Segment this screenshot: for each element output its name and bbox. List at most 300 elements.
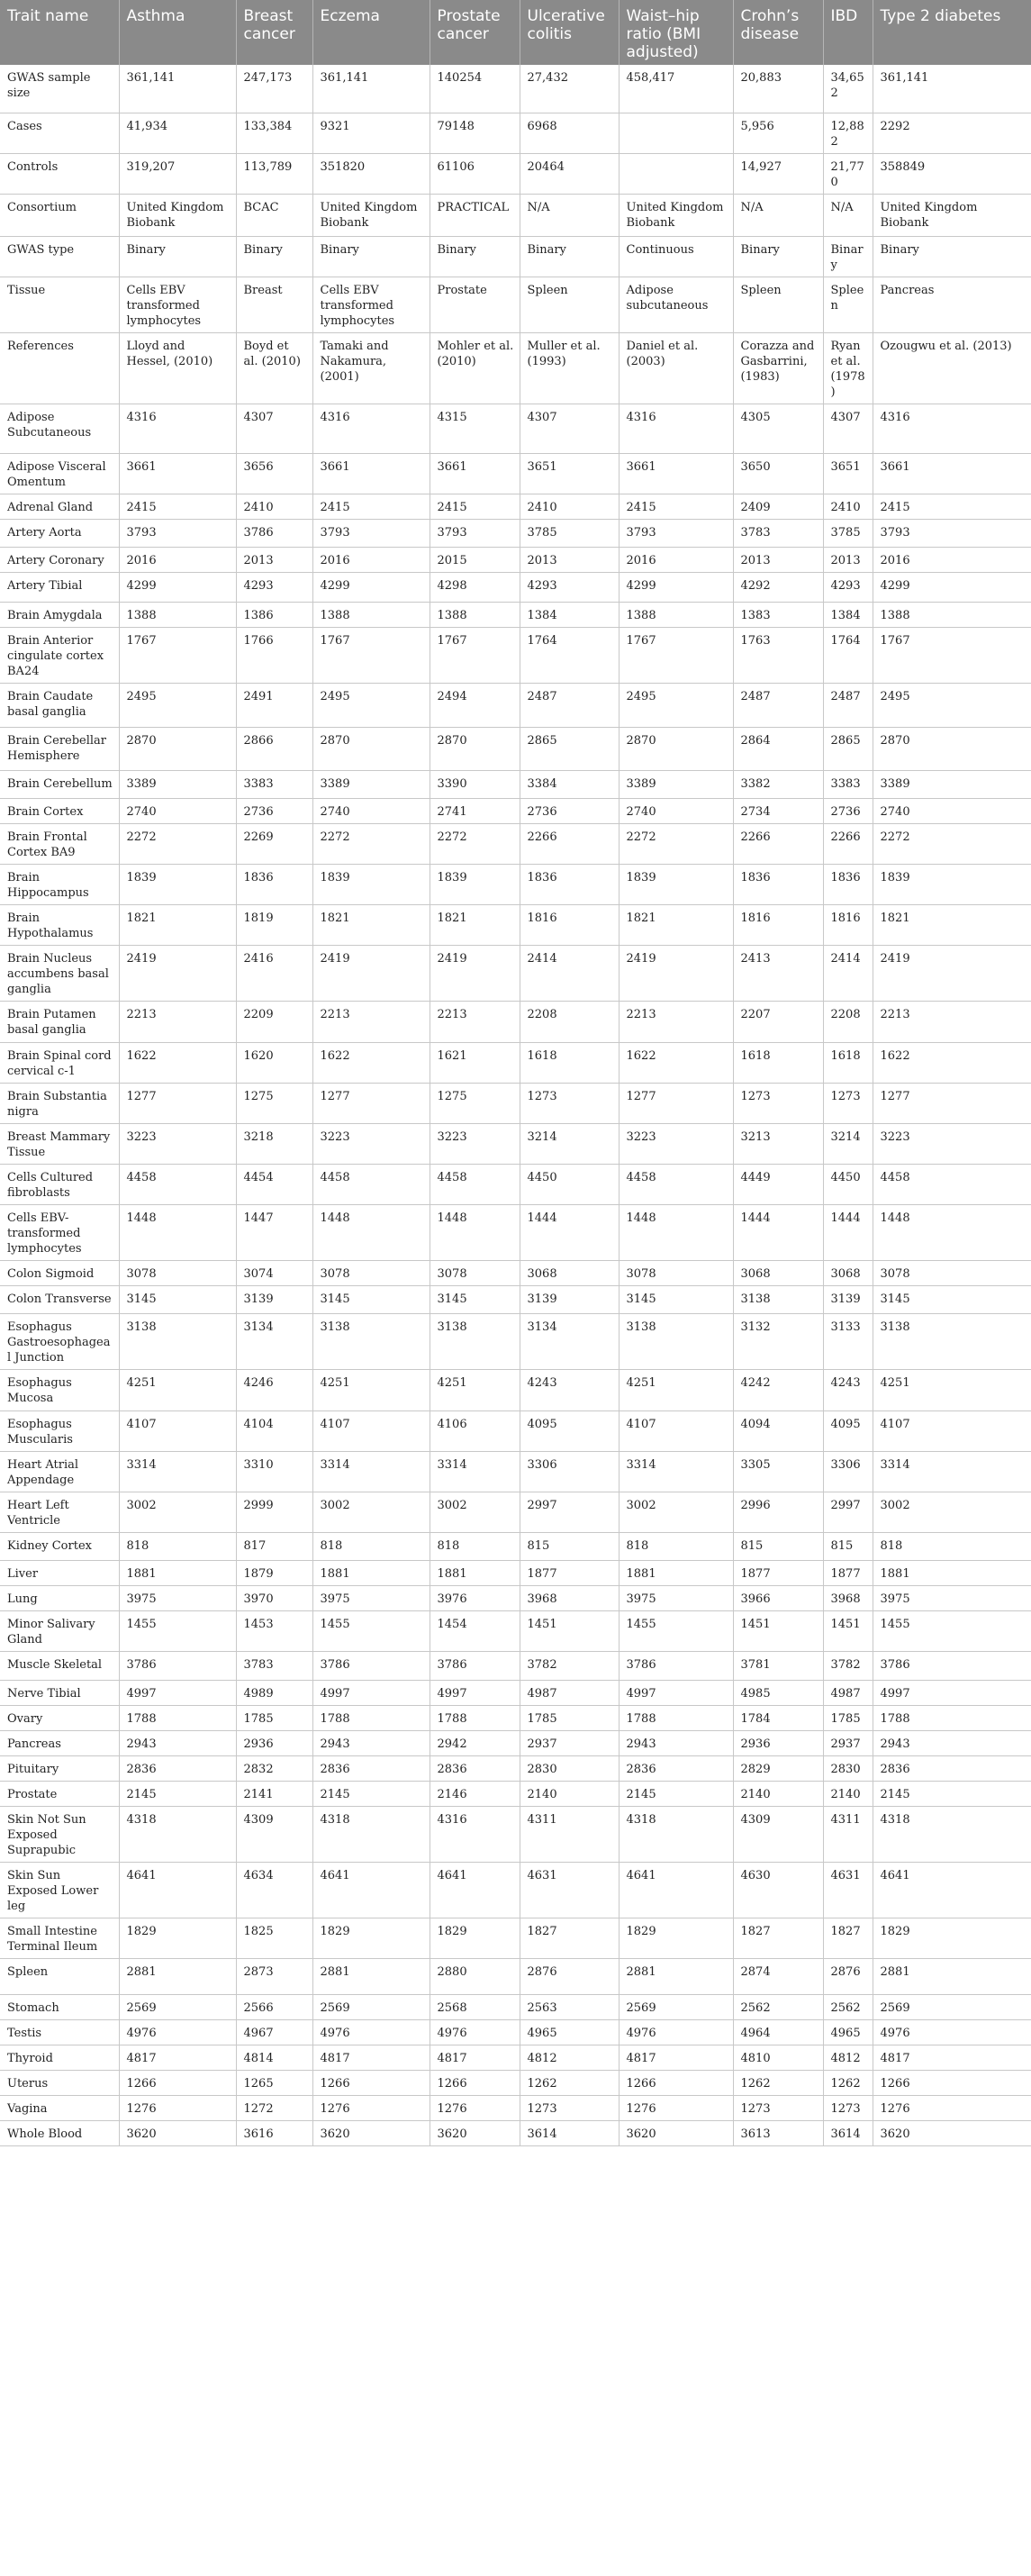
table-cell: 3214 (520, 1123, 619, 1164)
table-cell: 2415 (119, 494, 236, 519)
table-cell: 2410 (520, 494, 619, 519)
table-cell: 3656 (236, 453, 312, 494)
table-row (0, 602, 1031, 627)
table-cell: 2943 (312, 1730, 430, 1755)
table-cell: Spleen (823, 277, 873, 332)
table-cell: 1879 (236, 1560, 312, 1585)
table-cell: 4641 (119, 1862, 236, 1918)
table-cell: 2832 (236, 1755, 312, 1781)
table-cell: 4106 (430, 1410, 520, 1451)
table-cell: 1276 (312, 2095, 430, 2120)
table-cell: 3138 (733, 1285, 823, 1313)
table-cell: 3138 (312, 1313, 430, 1369)
row-label-cell: Uterus (0, 2070, 119, 2095)
table-cell: 4251 (430, 1369, 520, 1410)
table-cell: 1877 (520, 1560, 619, 1585)
table-cell: 1388 (312, 602, 430, 627)
table-cell: 2873 (236, 1958, 312, 1994)
table-cell: 247,173 (236, 65, 312, 113)
table-cell: 1767 (430, 627, 520, 683)
table-cell: 2415 (312, 494, 430, 519)
table-cell: 1827 (520, 1918, 619, 1958)
column-header: IBD (823, 0, 873, 65)
table-cell: 3651 (520, 453, 619, 494)
table-row (0, 1492, 1031, 1532)
table-cell: 4458 (119, 1164, 236, 1204)
table-cell: 4987 (520, 1680, 619, 1705)
row-label-cell: Brain Hypothalamus (0, 904, 119, 945)
table-row (0, 1164, 1031, 1204)
table-cell: 1455 (873, 1610, 1031, 1651)
table-cell: 2997 (823, 1492, 873, 1532)
table-cell: 1273 (733, 2095, 823, 2120)
table-cell: 1821 (430, 904, 520, 945)
table-cell: 2881 (312, 1958, 430, 1994)
table-cell: 4307 (236, 404, 312, 453)
table-row (0, 1918, 1031, 1958)
table-cell: 1383 (733, 602, 823, 627)
table-row (0, 65, 1031, 113)
table-cell: 2410 (823, 494, 873, 519)
table-cell: 4641 (873, 1862, 1031, 1918)
table-cell: 361,141 (312, 65, 430, 113)
row-label-cell: Lung (0, 1585, 119, 1610)
table-cell: 3223 (312, 1123, 430, 1164)
table-row (0, 823, 1031, 864)
table-cell: 2836 (619, 1755, 733, 1781)
row-label-cell: Esophagus Mucosa (0, 1369, 119, 1410)
table-cell: 4299 (873, 572, 1031, 602)
row-label-cell: Prostate (0, 1781, 119, 1806)
table-cell: 41,934 (119, 113, 236, 153)
table-cell: 2836 (119, 1755, 236, 1781)
table-cell: 2145 (119, 1781, 236, 1806)
table-cell: 4293 (823, 572, 873, 602)
table-cell: 3145 (119, 1285, 236, 1313)
table-cell: 3785 (520, 519, 619, 547)
row-label-cell: Artery Coronary (0, 547, 119, 572)
table-cell: 3661 (873, 453, 1031, 494)
table-cell: 2937 (823, 1730, 873, 1755)
row-label-cell: Cells Cultured fibroblasts (0, 1164, 119, 1204)
table-cell: 1766 (236, 627, 312, 683)
table-cell: 3306 (823, 1451, 873, 1492)
row-label-cell: Brain Frontal Cortex BA9 (0, 823, 119, 864)
table-cell: Boyd et al. (2010) (236, 332, 312, 404)
table-cell: 2870 (619, 727, 733, 770)
table-row (0, 277, 1031, 332)
table-cell: 3786 (619, 1651, 733, 1680)
table-cell: 4817 (312, 2045, 430, 2070)
table-cell: 3389 (873, 770, 1031, 798)
table-row (0, 153, 1031, 194)
table-cell: 2213 (430, 1001, 520, 1042)
table-cell: 4976 (430, 2019, 520, 2045)
table-cell: 3975 (119, 1585, 236, 1610)
row-label-cell: Esophagus Gastroesophageal Junction (0, 1313, 119, 1369)
row-label-cell: Breast Mammary Tissue (0, 1123, 119, 1164)
table-cell: 1276 (119, 2095, 236, 2120)
table-cell: 1277 (619, 1083, 733, 1123)
column-header: Trait name (0, 0, 119, 65)
row-label-cell: Minor Salivary Gland (0, 1610, 119, 1651)
table-cell: 4989 (236, 1680, 312, 1705)
table-cell: 1451 (520, 1610, 619, 1651)
table-cell: 4458 (430, 1164, 520, 1204)
table-cell: N/A (520, 194, 619, 236)
table-row (0, 1560, 1031, 1585)
table-cell: 2145 (873, 1781, 1031, 1806)
row-label-cell: Skin Sun Exposed Lower leg (0, 1862, 119, 1918)
table-cell: 1839 (312, 864, 430, 904)
table-cell: 2881 (873, 1958, 1031, 1994)
table-cell: 3785 (823, 519, 873, 547)
table-cell: 361,141 (873, 65, 1031, 113)
table-cell: 2016 (312, 547, 430, 572)
row-label-cell: Brain Cerebellum (0, 770, 119, 798)
table-cell: 1836 (520, 864, 619, 904)
table-cell: 1827 (823, 1918, 873, 1958)
table-cell: 2141 (236, 1781, 312, 1806)
table-cell: 2566 (236, 1994, 312, 2019)
table-cell: 1277 (312, 1083, 430, 1123)
row-label-cell: GWAS type (0, 236, 119, 277)
column-header: Crohn’s disease (733, 0, 823, 65)
row-label-cell: Cases (0, 113, 119, 153)
table-row (0, 194, 1031, 236)
table-cell: 818 (312, 1532, 430, 1560)
table-cell: 4812 (520, 2045, 619, 2070)
table-row (0, 864, 1031, 904)
table-cell: 3145 (312, 1285, 430, 1313)
table-cell: 3002 (312, 1492, 430, 1532)
table-cell: 3074 (236, 1260, 312, 1285)
table-cell: 4976 (873, 2019, 1031, 2045)
table-cell: 1825 (236, 1918, 312, 1958)
row-label-cell: Adipose Visceral Omentum (0, 453, 119, 494)
table-cell: 12,882 (823, 113, 873, 153)
table-cell: 1388 (119, 602, 236, 627)
table-cell: 1829 (119, 1918, 236, 1958)
row-label-cell: Ovary (0, 1705, 119, 1730)
table-cell: 3223 (430, 1123, 520, 1164)
table-row (0, 2045, 1031, 2070)
table-cell: 1622 (119, 1042, 236, 1083)
table-cell: 4316 (430, 1806, 520, 1862)
table-cell: 3620 (873, 2120, 1031, 2145)
row-label-cell: Artery Aorta (0, 519, 119, 547)
table-cell: 2272 (873, 823, 1031, 864)
table-cell: 3078 (430, 1260, 520, 1285)
table-cell: 2213 (119, 1001, 236, 1042)
table-cell: 3786 (873, 1651, 1031, 1680)
table-cell: 1788 (430, 1705, 520, 1730)
table-cell: 1816 (823, 904, 873, 945)
table-cell: 2495 (119, 683, 236, 727)
table-cell: 61106 (430, 153, 520, 194)
table-cell: 2734 (733, 798, 823, 823)
table-cell: 1767 (119, 627, 236, 683)
table-cell: 2207 (733, 1001, 823, 1042)
table-cell: 4631 (823, 1862, 873, 1918)
table-cell: 3078 (619, 1260, 733, 1285)
table-cell: 1763 (733, 627, 823, 683)
table-cell: 2936 (733, 1730, 823, 1755)
table-cell: 1262 (823, 2070, 873, 2095)
table-cell: 3383 (236, 770, 312, 798)
table-cell: 3793 (430, 519, 520, 547)
table-cell: 2419 (430, 945, 520, 1001)
table-cell: 4976 (619, 2019, 733, 2045)
table-cell: 14,927 (733, 153, 823, 194)
table-cell: 4318 (873, 1806, 1031, 1862)
table-cell: 4997 (873, 1680, 1031, 1705)
table-cell: 4251 (873, 1369, 1031, 1410)
row-label-cell: Brain Substantia nigra (0, 1083, 119, 1123)
table-cell: Prostate (430, 277, 520, 332)
row-label-cell: Kidney Cortex (0, 1532, 119, 1560)
table-cell: 4243 (823, 1369, 873, 1410)
table-cell: 3661 (619, 453, 733, 494)
table-cell: 4315 (430, 404, 520, 453)
table-cell: 3793 (119, 519, 236, 547)
table-cell: 4318 (119, 1806, 236, 1862)
table-cell: 1275 (430, 1083, 520, 1123)
table-cell: 4293 (236, 572, 312, 602)
table-cell: 2996 (733, 1492, 823, 1532)
table-cell: 2943 (119, 1730, 236, 1755)
table-cell: 2830 (520, 1755, 619, 1781)
table-row (0, 519, 1031, 547)
table-cell: 2836 (430, 1755, 520, 1781)
table-cell: 4450 (823, 1164, 873, 1204)
table-cell: 2208 (823, 1001, 873, 1042)
table-cell: 4309 (236, 1806, 312, 1862)
row-label-cell: Pituitary (0, 1755, 119, 1781)
table-cell: 3132 (733, 1313, 823, 1369)
table-cell (619, 153, 733, 194)
table-cell: 1266 (430, 2070, 520, 2095)
table-cell: 3223 (119, 1123, 236, 1164)
table-cell: 1821 (873, 904, 1031, 945)
table-row (0, 1451, 1031, 1492)
table-cell: 2865 (520, 727, 619, 770)
table-cell: 1836 (733, 864, 823, 904)
table-cell: 2880 (430, 1958, 520, 1994)
table-cell: 1821 (312, 904, 430, 945)
table-cell: 361,141 (119, 65, 236, 113)
table-cell: 3650 (733, 453, 823, 494)
table-cell: 2943 (619, 1730, 733, 1755)
table-cell: 2013 (236, 547, 312, 572)
table-cell: 2419 (119, 945, 236, 1001)
row-label-cell: Small Intestine Terminal Ileum (0, 1918, 119, 1958)
table-cell: 1444 (520, 1204, 619, 1260)
table-row (0, 798, 1031, 823)
table-cell: 3975 (873, 1585, 1031, 1610)
row-label-cell: Tissue (0, 277, 119, 332)
row-label-cell: Brain Nucleus accumbens basal ganglia (0, 945, 119, 1001)
table-cell: 4817 (619, 2045, 733, 2070)
table-cell: 2487 (823, 683, 873, 727)
table-cell: United Kingdom Biobank (873, 194, 1031, 236)
table-cell: 2562 (823, 1994, 873, 2019)
table-cell: 2409 (733, 494, 823, 519)
table-cell: 1877 (733, 1560, 823, 1585)
table-cell: 2016 (119, 547, 236, 572)
table-cell: 4997 (619, 1680, 733, 1705)
table-cell: Spleen (520, 277, 619, 332)
table-cell: 3390 (430, 770, 520, 798)
table-cell: 2016 (619, 547, 733, 572)
table-cell: 4454 (236, 1164, 312, 1204)
table-cell: 2491 (236, 683, 312, 727)
table-row (0, 1123, 1031, 1164)
table-cell: 2568 (430, 1994, 520, 2019)
table-cell: 3620 (119, 2120, 236, 2145)
table-cell: 3214 (823, 1123, 873, 1164)
table-cell: 3306 (520, 1451, 619, 1492)
row-label-cell: Brain Cerebellar Hemisphere (0, 727, 119, 770)
table-cell: 2740 (312, 798, 430, 823)
table-cell: 133,384 (236, 113, 312, 153)
table-cell: 818 (873, 1532, 1031, 1560)
row-label-cell: Brain Spinal cord cervical c-1 (0, 1042, 119, 1083)
table-cell: Spleen (733, 277, 823, 332)
row-label-cell: Controls (0, 153, 119, 194)
table-cell: 1273 (520, 1083, 619, 1123)
table-row (0, 2070, 1031, 2095)
table-cell: 1816 (520, 904, 619, 945)
table-cell: 4242 (733, 1369, 823, 1410)
table-row (0, 1204, 1031, 1260)
table-cell: Binary (119, 236, 236, 277)
table-row (0, 332, 1031, 404)
table-cell: 2876 (520, 1958, 619, 1994)
table-row (0, 1806, 1031, 1862)
table-cell: 3138 (430, 1313, 520, 1369)
table-cell: 1273 (733, 1083, 823, 1123)
table-cell: 1829 (619, 1918, 733, 1958)
table-cell: 1767 (873, 627, 1031, 683)
table-cell: 4967 (236, 2019, 312, 2045)
table-cell: 3786 (236, 519, 312, 547)
table-cell: Breast (236, 277, 312, 332)
table-cell: 4316 (619, 404, 733, 453)
table-row (0, 236, 1031, 277)
table-cell: 3213 (733, 1123, 823, 1164)
table-cell: 2272 (119, 823, 236, 864)
table-row (0, 572, 1031, 602)
table-cell: 3310 (236, 1451, 312, 1492)
table-cell: 4814 (236, 2045, 312, 2070)
table-cell: 1266 (619, 2070, 733, 2095)
table-cell: 3314 (430, 1451, 520, 1492)
table-cell: 2208 (520, 1001, 619, 1042)
table-cell: 3223 (873, 1123, 1031, 1164)
table-cell: 4251 (119, 1369, 236, 1410)
table-cell: 4293 (520, 572, 619, 602)
table-cell: 3068 (520, 1260, 619, 1285)
table-cell: 815 (823, 1532, 873, 1560)
table-cell: 3651 (823, 453, 873, 494)
table-cell: 1275 (236, 1083, 312, 1123)
table-cell: 1829 (312, 1918, 430, 1958)
table-cell: Binary (520, 236, 619, 277)
table-cell: 1448 (312, 1204, 430, 1260)
table-cell: 2740 (873, 798, 1031, 823)
table-cell: 1877 (823, 1560, 873, 1585)
table-cell: 1273 (823, 2095, 873, 2120)
table-cell: 2416 (236, 945, 312, 1001)
table-cell: 2419 (619, 945, 733, 1001)
row-label-cell: Adrenal Gland (0, 494, 119, 519)
table-cell: 3782 (823, 1651, 873, 1680)
row-label-cell: Cells EBV-transformed lymphocytes (0, 1204, 119, 1260)
table-cell: 2266 (733, 823, 823, 864)
table-cell: 3620 (312, 2120, 430, 2145)
table-cell: 1266 (873, 2070, 1031, 2095)
row-label-cell: Brain Putamen basal ganglia (0, 1001, 119, 1042)
table-cell: 3145 (873, 1285, 1031, 1313)
table-cell: 1881 (312, 1560, 430, 1585)
table-cell: 4292 (733, 572, 823, 602)
table-cell: 1785 (520, 1705, 619, 1730)
table-cell: 1622 (873, 1042, 1031, 1083)
table-cell: 3661 (430, 453, 520, 494)
table-cell: 2865 (823, 727, 873, 770)
table-cell: 2013 (823, 547, 873, 572)
table-cell: 4318 (619, 1806, 733, 1862)
row-label-cell: Brain Cortex (0, 798, 119, 823)
table-cell: 3314 (312, 1451, 430, 1492)
table-cell: 1276 (430, 2095, 520, 2120)
table-cell: 1767 (619, 627, 733, 683)
table-row (0, 1705, 1031, 1730)
table-cell: 2864 (733, 727, 823, 770)
table-cell: 319,207 (119, 153, 236, 194)
table-cell: 3975 (619, 1585, 733, 1610)
table-cell: 2145 (619, 1781, 733, 1806)
table-cell: 1839 (619, 864, 733, 904)
table-cell: 2292 (873, 113, 1031, 153)
table-cell: 2829 (733, 1755, 823, 1781)
table-cell: 4997 (312, 1680, 430, 1705)
table-cell: 1622 (312, 1042, 430, 1083)
table-cell: 3218 (236, 1123, 312, 1164)
table-cell: 1788 (619, 1705, 733, 1730)
table-cell: 2876 (823, 1958, 873, 1994)
row-label-cell: Consortium (0, 194, 119, 236)
table-cell: 2415 (430, 494, 520, 519)
table-cell: 4641 (312, 1862, 430, 1918)
table-cell: 1455 (619, 1610, 733, 1651)
table-cell: 1262 (733, 2070, 823, 2095)
table-cell: Muller et al. (1993) (520, 332, 619, 404)
table-cell: 4997 (430, 1680, 520, 1705)
table-cell: Tamaki and Nakamura, (2001) (312, 332, 430, 404)
table-cell: 2937 (520, 1730, 619, 1755)
row-label-cell: Muscle Skeletal (0, 1651, 119, 1680)
table-cell: 3614 (823, 2120, 873, 2145)
table-cell: 4107 (619, 1410, 733, 1451)
table-cell: 1455 (312, 1610, 430, 1651)
row-label-cell: Esophagus Muscularis (0, 1410, 119, 1451)
table-row (0, 1651, 1031, 1680)
table-cell: 4458 (312, 1164, 430, 1204)
table-cell: Daniel et al. (2003) (619, 332, 733, 404)
table-cell: 2414 (520, 945, 619, 1001)
